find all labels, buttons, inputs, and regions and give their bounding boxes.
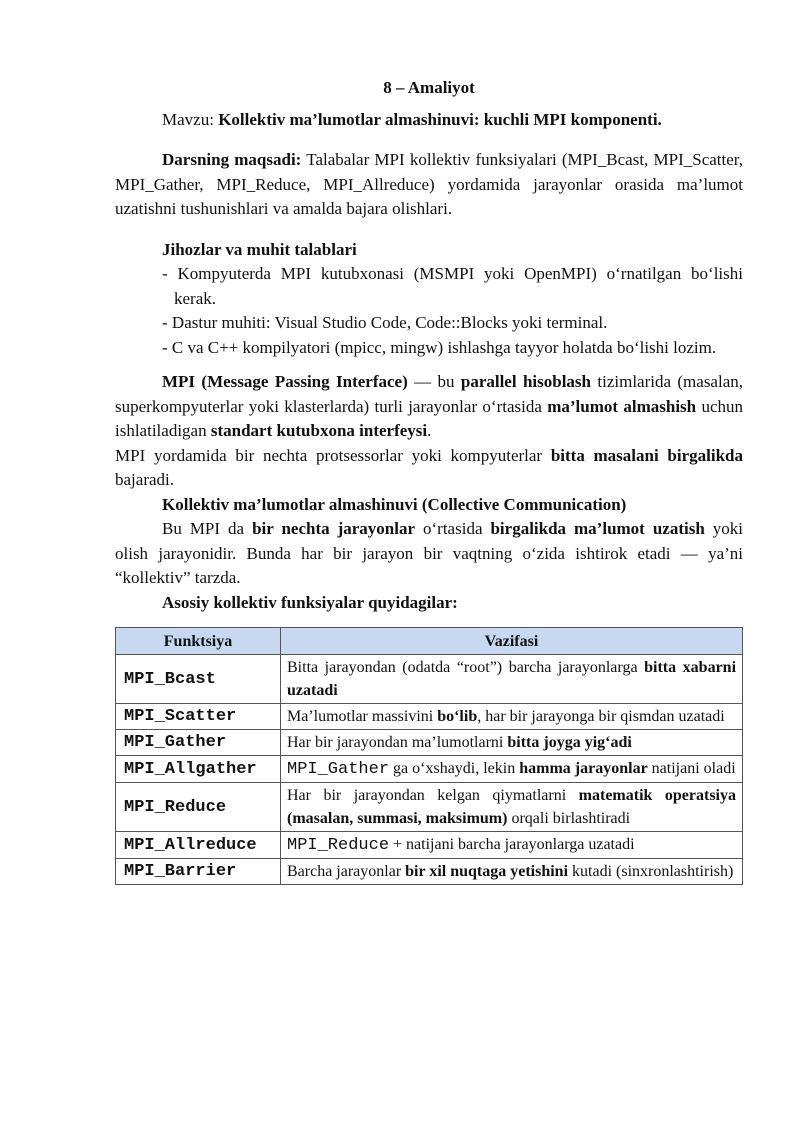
goal-text: Talabalar MPI kollektiv funksiyalari (MPI_Bcast, MPI_Scatter, MPI_Gather, MPI_Reduce, MPI_Allreduce) yordamida jarayonlar orasida ma’lumot uzatishni tushunishlari va amalda bajara olishlari.: [115, 150, 744, 218]
collective-heading: Kollektiv ma’lumotlar almashinuvi (Collective Communication): [162, 494, 627, 514]
requirement-item: - Kompyuterda MPI kutubxonasi (MSMPI yoki OpenMPI) o‘rnatilgan bo‘lishi kerak.: [162, 264, 743, 308]
function-description: MPI_Gather ga o‘xshaydi, lekin hamma jarayonlar natijani oladi: [281, 756, 743, 783]
function-name: MPI_Gather: [116, 730, 281, 756]
mpi-intro-paragraph: MPI (Message Passing Interface) — bu parallel hisoblash tizimlarida (masalan, superkompyuterlar yoki klasterlarda) turli jarayonlar o‘rtasida ma’lumot almashish uchun ishlatiladigan standart kutubxona interfeysi.: [115, 372, 744, 440]
function-description: Bitta jarayondan (odatda “root”) barcha jarayonlarga bitta xabarni uzatadi: [281, 655, 743, 704]
goal-label: Darsning maqsadi:: [162, 150, 302, 169]
table-row: [116, 704, 743, 730]
function-description: Har bir jarayondan ma’lumotlarni bitta joyga yig‘adi: [281, 730, 743, 756]
table-row: [116, 655, 743, 704]
topic-text: Kollektiv ma’lumotlar almashinuvi: kuchli MPI komponenti.: [218, 109, 662, 129]
requirement-item: - C va C++ kompilyatori (mpicc, mingw) ishlashga tayyor holatda bo‘lishi lozim.: [162, 337, 717, 357]
requirement-item: - Dastur muhiti: Visual Studio Code, Code::Blocks yoki terminal.: [162, 313, 608, 332]
function-name: MPI_Reduce: [116, 783, 281, 832]
function-name: MPI_Allreduce: [116, 832, 281, 859]
topic-label: Mavzu:: [162, 109, 214, 129]
requirements-heading: Jihozlar va muhit talablari: [162, 239, 357, 259]
table-row: [116, 756, 743, 783]
page-title: 8 – Amaliyot: [383, 78, 475, 97]
functions-table: [115, 627, 743, 885]
function-description: MPI_Reduce + natijani barcha jarayonlarga uzatadi: [281, 832, 743, 859]
table-row: [116, 783, 743, 832]
functions-heading: Asosiy kollektiv funksiyalar quyidagilar:: [162, 592, 458, 612]
function-description: Barcha jarayonlar bir xil nuqtaga yetishini kutadi (sinxronlashtirish): [281, 859, 743, 885]
mpi-second-paragraph: MPI yordamida bir nechta protsessorlar yoki kompyuterlar bitta masalani birgalikda bajaradi.: [115, 445, 743, 489]
table-row: [116, 859, 743, 885]
topic-line: [115, 108, 743, 133]
function-name: MPI_Bcast: [116, 655, 281, 704]
collective-paragraph: Bu MPI da bir nechta jarayonlar o‘rtasida birgalikda ma’lumot uzatish yoki olish jarayonidir. Bunda har bir jarayon bir vaqtning o‘zida ishtirok etadi — ya’ni “kollektiv” tarzda.: [115, 519, 743, 587]
function-name: MPI_Scatter: [116, 704, 281, 730]
function-description: Har bir jarayondan kelgan qiymatlarni matematik operatsiya (masalan, summasi, maksimum) orqali birlashtiradi: [281, 783, 743, 832]
column-header-purpose: Vazifasi: [281, 628, 743, 655]
function-description: Ma’lumotlar massivini bo‘lib, har bir jarayonga bir qismdan uzatadi: [281, 704, 743, 730]
function-name: MPI_Allgather: [116, 756, 281, 783]
column-header-function: Funktsiya: [116, 628, 281, 655]
table-row: [116, 730, 743, 756]
goal-paragraph: [115, 148, 743, 222]
requirements-list: [115, 262, 743, 360]
function-name: MPI_Barrier: [116, 859, 281, 885]
table-header-row: [116, 628, 743, 655]
table-row: [116, 832, 743, 859]
